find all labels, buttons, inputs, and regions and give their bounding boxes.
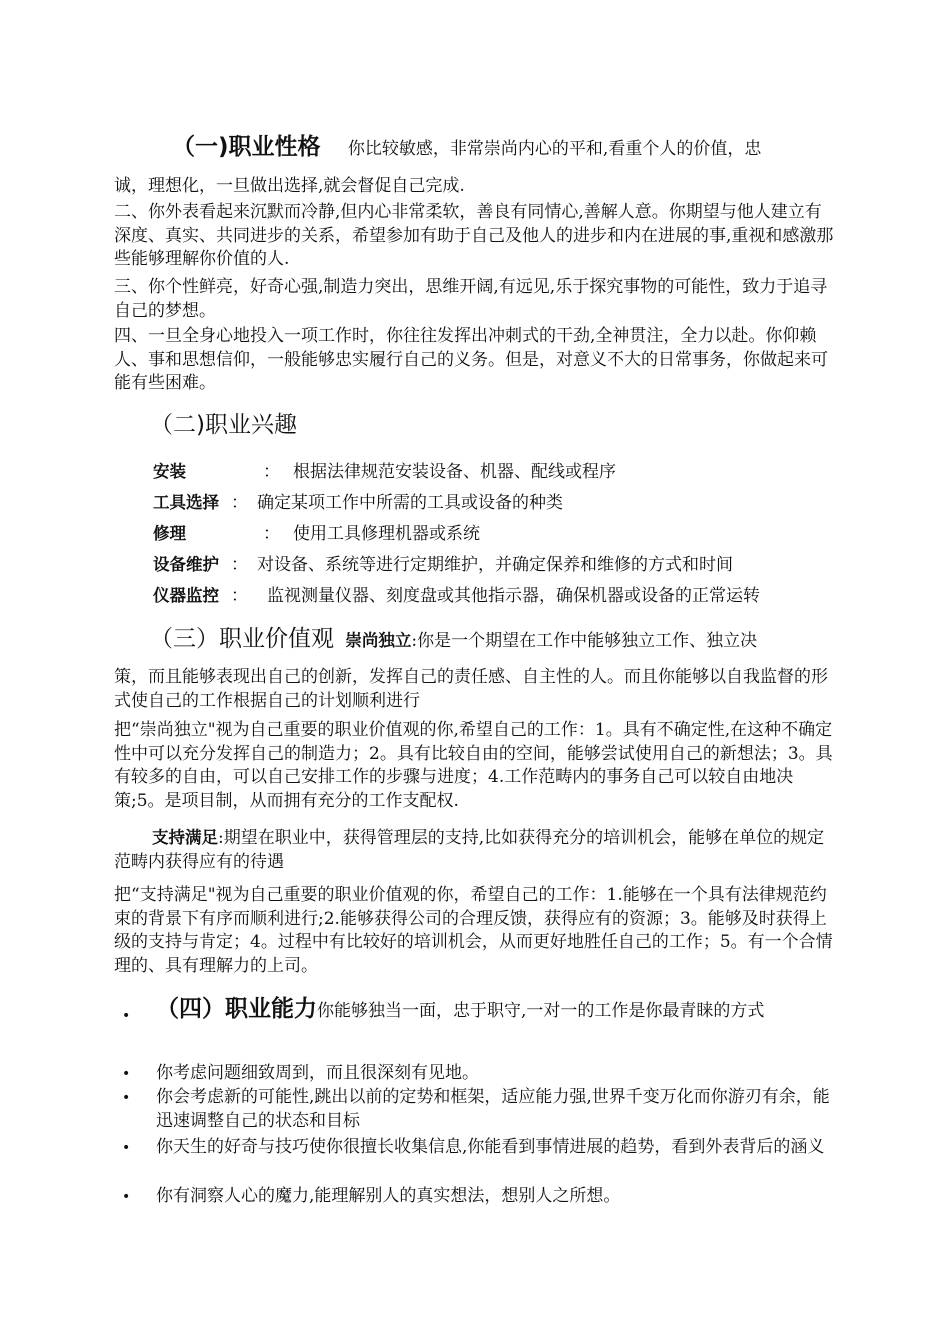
- ability-first-text: 你能够独当一面，忠于职守,一对一的工作是你最青睐的方式: [317, 1001, 765, 1021]
- value2-intro: :期望在职业中，获得管理层的支持,比如获得充分的培训机会，能够在单位的规定范畴内获得应有的待遇: [114, 828, 825, 872]
- section1-intro-cont: 诚，理想化，一旦做出选择,就会督促自己完成.: [114, 176, 465, 196]
- interest-desc: 监视测量仪器、刻度盘或其他指示器，确保机器或设备的正常运转: [267, 586, 760, 606]
- interest-sep: ：: [263, 462, 280, 482]
- value2-term: 支持满足: [152, 828, 218, 847]
- ability-item: 你考虑问题细致周到，而且很深刻有见地。: [156, 1063, 479, 1083]
- interest-term: 安装: [153, 462, 186, 481]
- section1-heading: （一)职业性格: [172, 134, 321, 160]
- interest-sep: ：: [231, 555, 248, 575]
- section4-heading: （四）职业能力: [156, 996, 317, 1022]
- interest-desc: 根据法律规范安装设备、机器、配线或程序: [293, 462, 616, 482]
- interest-term: 设备维护: [153, 555, 219, 574]
- interest-item-tool-selection: [153, 491, 563, 515]
- interest-term: 工具选择: [153, 493, 219, 512]
- section1-paragraph-2: 二、你外表看起来沉默而冷静,但内心非常柔软，善良有同情心,善解人意。你期望与他人建立有深度、真实、共同进步的关系，希望参加有助于自己及他人的进步和内在进展的事,重视和感激那些能够理解你价值的人.: [114, 202, 834, 269]
- bullet-dot: •: [122, 1008, 131, 1024]
- ability-item: 你会考虑新的可能性,跳出以前的定势和框架，适应能力强,世界千变万化而你游刃有余，能迅速调整自己的状态和目标: [156, 1087, 830, 1131]
- ability-item: 你有洞察人心的魔力,能理解别人的真实想法，想别人之所想。: [156, 1186, 621, 1206]
- section1-first-line: [114, 136, 834, 162]
- interest-sep: ：: [231, 586, 248, 606]
- bullet-dot: •: [122, 1090, 131, 1106]
- bullet-dot: •: [122, 1189, 131, 1205]
- ability-first-item: [156, 998, 836, 1024]
- section1-intro: 你比较敏感，非常崇尚内心的平和,看重个人的价值，忠: [347, 139, 762, 159]
- interest-sep: ：: [263, 524, 280, 544]
- value1-detail: 把“崇尚独立"视为自己重要的职业价值观的你,希望自己的工作：1。具有不确定性,在这种不确定性中可以充分发挥自己的制造力；2。具有比较自由的空间，能够尝试使用自己的新想法；3。具有较多的自由，可以自己安排工作的步骤与进度；4.工作范畴内的事务自己可以较自由地决策;5。是项目制，从而拥有充分的工作支配权.: [114, 720, 833, 811]
- interest-desc: 确定某项工作中所需的工具或设备的种类: [257, 493, 563, 513]
- section2-heading-line: [150, 414, 870, 440]
- value2-detail: 把“支持满足"视为自己重要的职业价值观的你，希望自己的工作：1.能够在一个具有法律规范约束的背景下有序而顺利进行;2.能够获得公司的合理反馈，获得应有的资源；3。能够及时获得上级的支持与肯定；4。过程中有比较好的培训机会，从而更好地胜任自己的工作；5。有一个合情理的、具有理解力的上司。: [114, 885, 833, 976]
- interest-sep: ：: [231, 493, 248, 513]
- interest-item-repair: [153, 522, 480, 546]
- interest-desc: 使用工具修理机器或系统: [293, 524, 480, 544]
- value1-intro-cont: 策，而且能够表现出自己的创新，发挥自己的责任感、自主性的人。而且你能够以自我监督的形式使自己的工作根据自己的计划顺利进行: [114, 667, 828, 711]
- interest-item-equipment-maintenance: [153, 553, 733, 577]
- section3-heading: （三）职业价值观: [150, 626, 334, 652]
- interest-term: 仪器监控: [153, 586, 219, 605]
- value1-intro: :你是一个期望在工作中能够独立工作、独立决: [411, 631, 758, 651]
- value1-term: 崇尚独立: [345, 631, 412, 650]
- interest-term: 修理: [153, 524, 186, 543]
- section2-heading: （二)职业兴趣: [150, 412, 297, 438]
- bullet-dot: •: [122, 1140, 131, 1156]
- section1-paragraph-4: 四、一旦全身心地投入一项工作时，你往往发挥出冲刺式的干劲,全神贯注，全力以赴。你仰赖人、事和思想信仰，一般能够忠实履行自己的义务。但是，对意义不大的日常事务，你做起来可能有些困难。: [114, 326, 828, 393]
- bullet-dot: •: [122, 1066, 131, 1082]
- section1-paragraph-3: 三、你个性鲜亮，好奇心强,制造力突出，思维开阔,有远见,乐于探究事物的可能性，致力于追寻自己的梦想。: [114, 277, 828, 321]
- interest-desc: 对设备、系统等进行定期维护，并确定保养和维修的方式和时间: [257, 555, 733, 575]
- interest-item-install: [153, 460, 616, 484]
- interest-item-instrument-monitoring: [153, 584, 760, 608]
- section3-first-line: [150, 628, 840, 654]
- value2-intro-block: [114, 826, 834, 874]
- ability-item: 你天生的好奇与技巧使你很擅长收集信息,你能看到事情进展的趋势，看到外表背后的涵义: [156, 1137, 825, 1157]
